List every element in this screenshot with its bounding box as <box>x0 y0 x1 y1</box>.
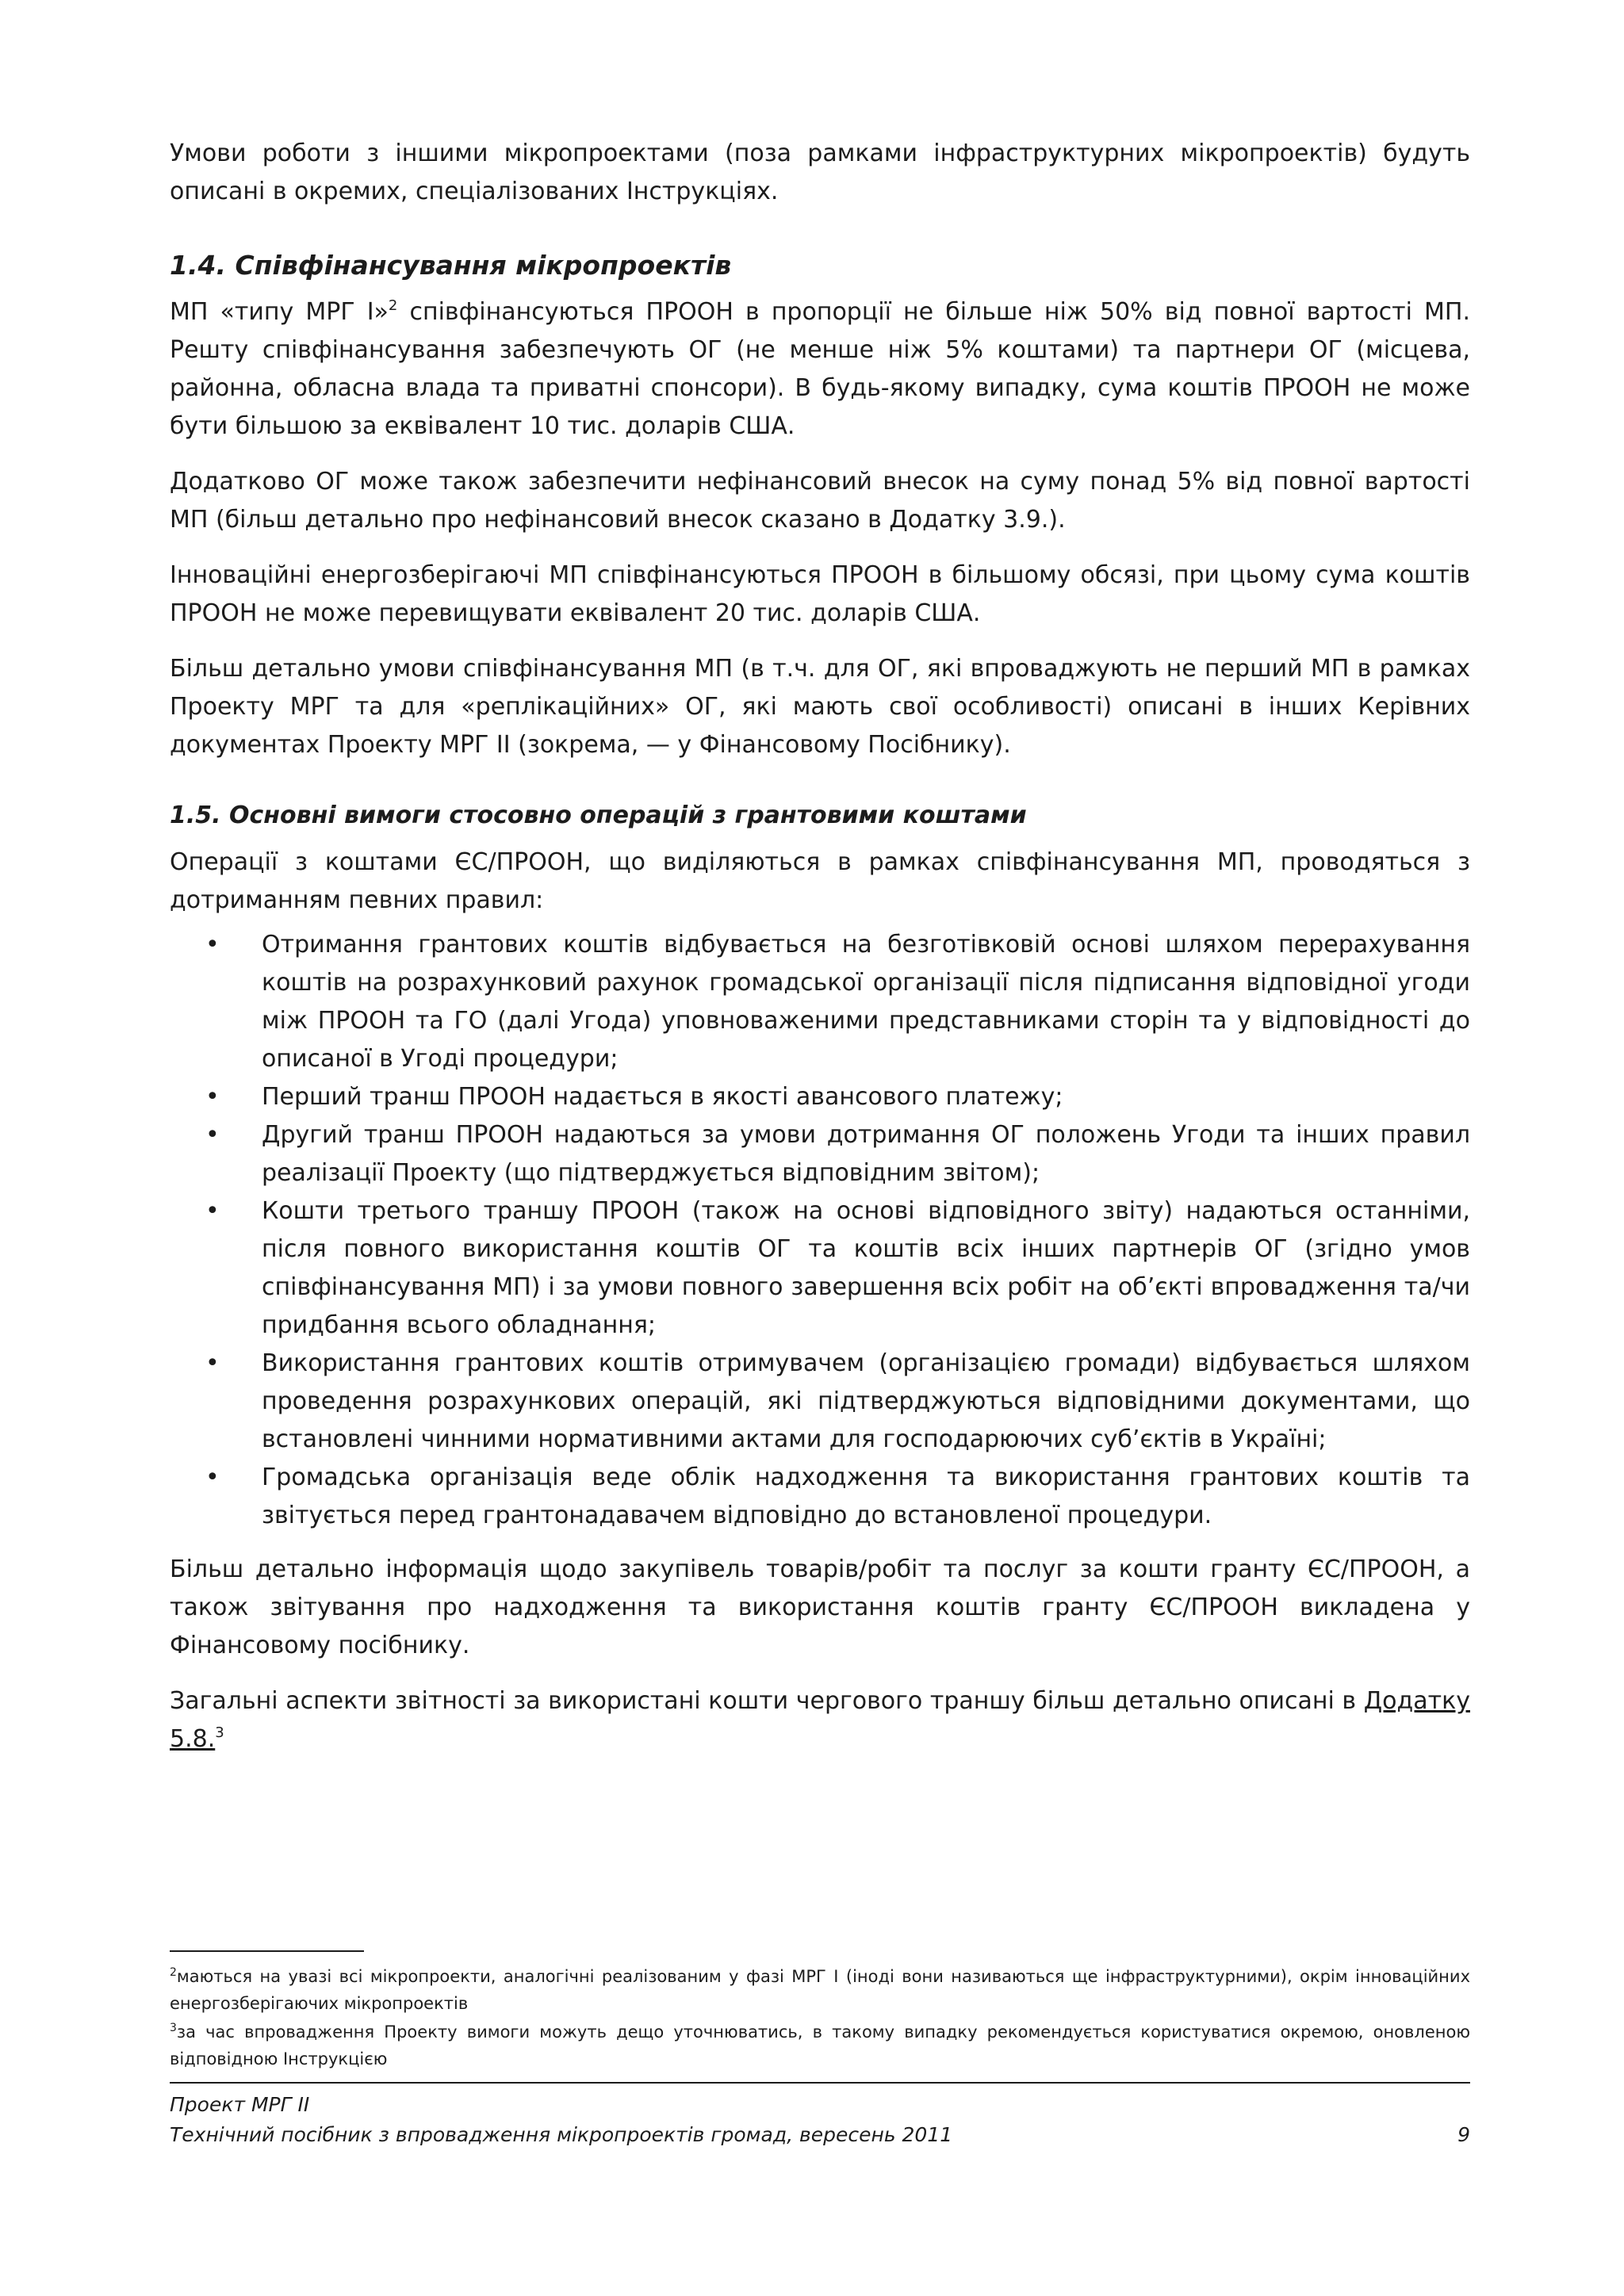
p-last-start: Загальні аспекти звітності за використані кошти чергового траншу більш детально описані в <box>170 1687 1364 1715</box>
footnote-number: 2 <box>170 1966 177 1979</box>
list-item-text: Другий транш ПРООН надаються за умови дотримання ОГ положень Угоди та інших правил реалізації Проекту (що підтверджується відповідним звітом); <box>262 1121 1470 1187</box>
section-1-4-paragraph-3: Інноваційні енергозберігаючі МП співфінансуються ПРООН в більшому обсязі, при цьому сума коштів ПРООН не може перевищувати еквівалент 20 тис. доларів США. <box>170 561 1470 627</box>
section-1-5-paragraph-last <box>170 1682 1470 1758</box>
p1-start: МП «типу МРГ І» <box>170 298 389 326</box>
bullet-icon: • <box>205 1349 220 1377</box>
section-1-4-paragraph-1 <box>170 293 1470 446</box>
list-item <box>170 1078 1470 1116</box>
page-number: 9 <box>1457 2123 1470 2146</box>
footnotes <box>170 1950 1470 2074</box>
footnote-number: 3 <box>170 2022 177 2034</box>
intro-paragraph: Умови роботи з іншими мікропроектами (поза рамками інфраструктурних мікропроектів) будуть описані в окремих, спеціалізованих Інструкціях. <box>170 140 1470 205</box>
footer-row <box>170 2120 1470 2150</box>
rules-list <box>170 926 1470 1535</box>
footnote-ref-2[interactable]: 2 <box>388 297 398 314</box>
footnote-2 <box>170 1963 1470 2017</box>
footnote-divider <box>170 1950 364 1952</box>
list-item <box>170 1459 1470 1535</box>
section-1-4-paragraph-4: Більш детально умови співфінансування МП (в т.ч. для ОГ, які впроваджують не перший МП в рамках Проекту МРГ та для «реплікаційних» ОГ, які мають свої особливості) описані в інших Керівних документах Проекту МРГ ІІ (зокрема, — у Фінансовому Посібнику). <box>170 655 1470 759</box>
section-1-4-paragraph-2: Додатково ОГ може також забезпечити нефінансовий внесок на суму понад 5% від повної вартості МП (більш детально про нефінансовий внесок сказано в Додатку 3.9.). <box>170 468 1470 534</box>
list-item <box>170 1192 1470 1345</box>
footnote-text: маються на увазі всі мікропроекти, аналогічні реалізованим у фазі МРГ І (іноді вони називаються ще інфраструктурними), окрім інноваційних енергозберігаючих мікропроектів <box>170 1967 1470 2013</box>
footer-project-title: Проект МРГ ІІ <box>170 2093 310 2116</box>
footnote-3 <box>170 2019 1470 2072</box>
list-item <box>170 1116 1470 1192</box>
list-item-text: Громадська організація веде облік надходження та використання грантових коштів та звітується перед грантонадавачем відповідно до встановленої процедури. <box>262 1464 1470 1529</box>
bullet-icon: • <box>205 1083 220 1111</box>
bullet-icon: • <box>205 1464 220 1491</box>
bullet-icon: • <box>205 1121 220 1149</box>
list-item <box>170 926 1470 1078</box>
section-1-5-intro: Операції з коштами ЄС/ПРООН, що виділяються в рамках співфінансування МП, проводяться з дотриманням певних правил: <box>170 848 1470 914</box>
list-item-text: Кошти третього траншу ПРООН (також на основі відповідного звіту) надаються останніми, після повного використання коштів ОГ та коштів всіх інших партнерів ОГ (згідно умов співфінансування МП) і за умови повного завершення всіх робіт на об’єкті впровадження та/чи придбання всього обладнання; <box>262 1197 1470 1339</box>
section-1-4-heading: 1.4. Співфінансування мікропроектів <box>170 250 732 281</box>
document-body <box>170 135 1470 1776</box>
footer-divider <box>170 2082 1470 2084</box>
bullet-icon: • <box>205 931 220 959</box>
list-item-text: Отримання грантових коштів відбувається на безготівковій основі шляхом перерахування коштів на розрахунковий рахунок громадської організації після підписання відповідної угоди між ПРООН та ГО (далі Угода) уповноваженими представниками сторін та у відповідності до описаної в Угоді процедури; <box>262 931 1470 1073</box>
list-item <box>170 1345 1470 1459</box>
section-1-5-paragraph-after: Більш детально інформація щодо закупівель товарів/робіт та послуг за кошти гранту ЄС/ПРООН, а також звітування про надходження та використання коштів гранту ЄС/ПРООН викладена у Фінансовому посібнику. <box>170 1556 1470 1659</box>
p1-end: співфінансуються ПРООН в пропорції не більше ніж 50% від повної вартості МП. Решту співфінансування забезпечують ОГ (не менше ніж 5% коштами) та партнери ОГ (місцева, районна, обласна влада та приватні спонсори). В будь-якому випадку, сума коштів ПРООН не може бути більшою за еквівалент 10 тис. доларів США. <box>170 298 1471 440</box>
list-item-text: Використання грантових коштів отримувачем (організацією громади) відбувається шляхом проведення розрахункових операцій, які підтверджуються відповідними документами, що встановлені чинними нормативними актами для господарюючих суб’єктів в Україні; <box>262 1349 1470 1453</box>
page-footer <box>170 2082 1470 2150</box>
footnote-text: за час впровадження Проекту вимоги можуть дещо уточнюватись, в такому випадку рекомендується користуватися окремою, оновленою відповідною Інструкцією <box>170 2022 1470 2068</box>
bullet-icon: • <box>205 1197 220 1225</box>
footnote-ref-3[interactable]: 3 <box>215 1724 224 1741</box>
list-item-text: Перший транш ПРООН надається в якості авансового платежу; <box>262 1083 1063 1111</box>
appendix-5-8-link[interactable]: Додатку 5.8. <box>170 1687 1470 1753</box>
section-1-5-heading: 1.5. Основні вимоги стосовно операцій з грантовими коштами <box>170 802 1027 829</box>
footer-document-title: Технічний посібник з впровадження мікропроектів громад, вересень 2011 <box>170 2123 953 2146</box>
